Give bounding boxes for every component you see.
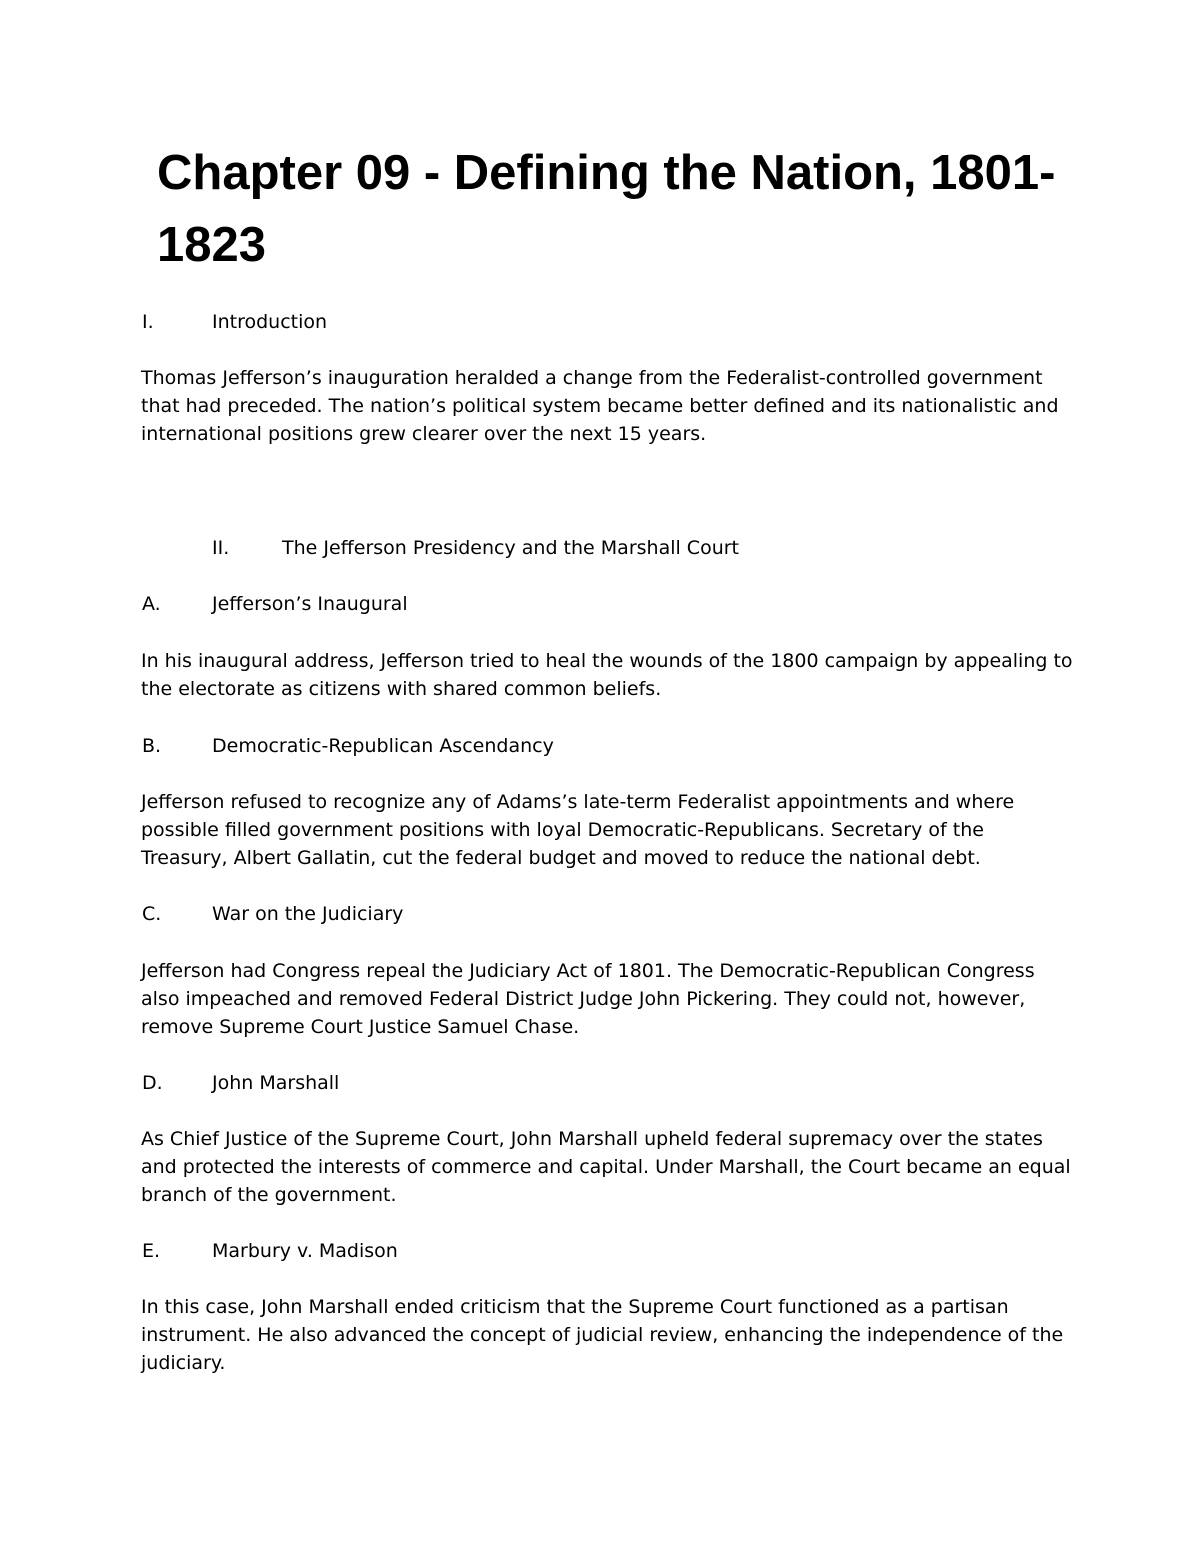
section-label: The Jefferson Presidency and the Marshall Court (282, 537, 740, 559)
section-number: B. (142, 735, 162, 757)
section-number: I. (142, 311, 154, 333)
section-number: E. (142, 1240, 161, 1262)
section-number: D. (142, 1072, 163, 1094)
section-paragraph-introduction: Thomas Jefferson’s inauguration heralded a change from the Federalist-controlled government that had preceded. The nation’s political system became better defined and its nationalistic and international positions grew clearer over the next 15 years. (141, 367, 1059, 445)
section-label: Jefferson’s Inaugural (212, 593, 408, 615)
chapter-title: Chapter 09 - Defining the Nation, 1801-1823 (157, 146, 1056, 272)
section-paragraph-war-on-judiciary: Jefferson had Congress repeal the Judiciary Act of 1801. The Democratic-Republican Congress also impeached and removed Federal District Judge John Pickering. They could not, however, remove Supreme Court Justice Samuel Chase. (141, 960, 1035, 1038)
section-paragraph-marbury-v-madison: In this case, John Marshall ended criticism that the Supreme Court functioned as a partisan instrument. He also advanced the concept of judicial review, enhancing the independence of the judiciary. (141, 1296, 1064, 1374)
section-label: Marbury v. Madison (212, 1240, 398, 1262)
section-label: Democratic-Republican Ascendancy (212, 735, 554, 757)
section-label: John Marshall (212, 1072, 340, 1094)
section-paragraph-john-marshall: As Chief Justice of the Supreme Court, John Marshall upheld federal supremacy over the states and protected the interests of commerce and capital. Under Marshall, the Court became an equal branch of the government. (141, 1128, 1071, 1206)
section-number: C. (142, 903, 162, 925)
section-paragraph-jeffersons-inaugural: In his inaugural address, Jefferson tried to heal the wounds of the 1800 campaign by appealing to the electorate as citizens with shared common beliefs. (141, 650, 1073, 700)
section-number: II. (212, 537, 230, 559)
section-label: War on the Judiciary (212, 903, 404, 925)
section-paragraph-democratic-republican-ascendancy: Jefferson refused to recognize any of Adams’s late-term Federalist appointments and where possible filled government positions with loyal Democratic-Republicans. Secretary of the Treasury, Albert Gallatin, cut the federal budget and moved to reduce the national debt. (141, 791, 1015, 869)
section-label: Introduction (212, 311, 328, 333)
section-number: A. (142, 593, 161, 615)
